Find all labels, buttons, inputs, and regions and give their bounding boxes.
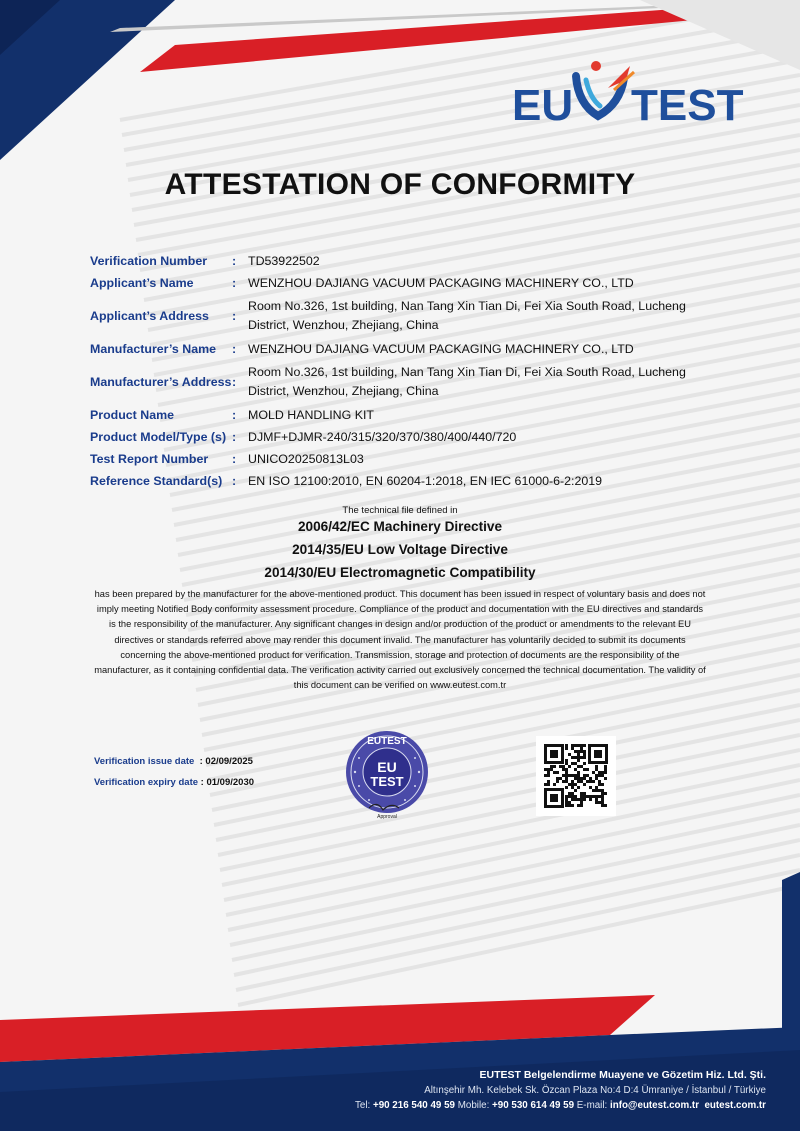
qr-module [595,774,598,777]
qr-module [559,765,562,768]
issue-date-label: Verification issue date [94,756,195,767]
qr-module [574,774,577,777]
field-label: Applicant’s Name [90,275,194,290]
qr-module [598,795,601,798]
qr-module [568,765,571,768]
qr-module [595,777,598,780]
certificate-details [90,250,710,492]
qr-module [580,756,583,759]
field-value: WENZHOU DAJIANG VACUUM PACKAGING MACHINERY CO., LTD [248,341,634,356]
qr-module [589,795,592,798]
qr-module [586,780,589,783]
qr-module [580,777,583,780]
qr-module [592,789,595,792]
qr-module [595,795,598,798]
qr-module [547,771,550,774]
qr-module [565,798,568,801]
qr-module [604,792,607,795]
qr-module [598,783,601,786]
qr-module [571,795,574,798]
qr-module [562,774,565,777]
field-label: Applicant’s Address [90,308,209,323]
qr-module [583,798,586,801]
qr-module [571,792,574,795]
qr-module [583,795,586,798]
qr-module [565,786,568,789]
field-colon: : [232,342,237,356]
qr-module [574,756,577,759]
logo-emblem-icon [568,58,638,128]
mobile-number: +90 530 614 49 59 [492,1100,575,1111]
footer-contact-line [355,1100,766,1115]
qr-module [565,780,568,783]
qr-module [565,759,568,762]
eutest-logo [512,58,752,128]
qr-module [595,789,598,792]
qr-module [583,768,586,771]
field-value: TD53922502 [248,253,320,268]
qr-module [577,780,580,783]
qr-module [592,780,595,783]
conformity-statement: has been prepared by the manufacturer for the above-mentioned product. This document has been issued in respect of voluntary basis and does not imply meeting Notified Body conformity assessment procedure. Compliance of the product and documentation with the EU directives and standards is the responsibility of the manufacturer. Any significant changes in design and/or production of the product or amendments to the relevant EU directives or standards referred above may render this document invalid. The manufacturer has voluntarily decided to submit its documents concerning the above-mentioned product for verification. Transmission, storage and protection of documents are the responsibility of the manufacturer, as it containing confidential data. The verification activity carried out exclusively concerned the technical documentation. The validity of this document can be verified on www.eutest.com.tr [94,589,706,691]
qr-module [574,744,577,747]
qr-module [565,774,568,777]
seal-eu-text: EU [377,759,397,775]
qr-module [601,795,604,798]
qr-module [598,801,601,804]
qr-module [583,783,586,786]
qr-module [568,804,571,807]
qr-module [556,771,559,774]
qr-module [577,765,580,768]
qr-module [577,774,580,777]
qr-module [544,774,547,777]
qr-module [595,765,598,768]
qr-module [583,777,586,780]
qr-module [592,795,595,798]
qr-module [571,756,574,759]
qr-module [580,792,583,795]
seal-top-text: EUTEST [367,736,407,747]
qr-module [583,756,586,759]
expiry-date-value: : 01/09/2030 [200,777,255,788]
manufacturer-name-row [90,338,710,360]
field-value: Room No.326, 1st building, Nan Tang Xin Tian Di, Fei Xia South Road, Lucheng District, Wenzhou, Zhejiang, China [248,299,686,332]
qr-module [580,750,583,753]
qr-module [580,798,583,801]
qr-module [580,804,583,807]
qr-module [550,765,553,768]
qr-module [562,765,565,768]
field-colon: : [232,276,237,290]
qr-module [586,795,589,798]
footer-contact [355,1069,766,1115]
qr-module [604,771,607,774]
logo-eu-text: EU [512,81,574,130]
qr-module [583,792,586,795]
qr-module [559,777,562,780]
qr-module [547,780,550,783]
applicant-address-row [90,294,710,338]
qr-module [568,753,571,756]
field-colon: : [232,408,237,422]
footer-company-name: EUTEST Belgelendirme Muayene ve Gözetim Hiz. Ltd. Şti. [479,1069,766,1081]
qr-module [574,789,577,792]
directive-emc: 2014/30/EU Electromagnetic Compatibility [264,565,536,580]
qr-module [604,777,607,780]
tel-number: +90 216 540 49 59 [372,1100,455,1111]
qr-module [580,795,583,798]
qr-module [544,768,547,771]
field-label: Test Report Number [90,451,209,466]
qr-module [568,795,571,798]
footer-address: Altınşehir Mh. Kelebek Sk. Özcan Plaza No:4 D:4 Ümraniye / İstanbul / Türkiye [424,1085,766,1096]
field-label: Manufacturer’s Name [90,341,217,356]
qr-module [565,795,568,798]
qr-module [577,798,580,801]
qr-module [562,780,565,783]
qr-module [565,768,568,771]
qr-module [571,747,574,750]
qr-module [577,744,580,747]
qr-module [553,765,556,768]
qr-module [589,777,592,780]
field-value: WENZHOU DAJIANG VACUUM PACKAGING MACHINERY CO., LTD [248,275,634,290]
qr-module [565,804,568,807]
qr-module [547,774,550,777]
qr-module [574,777,577,780]
qr-module [604,768,607,771]
qr-module [601,774,604,777]
qr-module [553,771,556,774]
qr-module [577,756,580,759]
field-label: Verification Number [90,253,208,268]
eutest-approval-seal [343,730,431,820]
expiry-date-label: Verification expiry date [94,777,199,788]
qr-module [565,762,568,765]
qr-module [598,771,601,774]
qr-module [580,744,583,747]
qr-module [574,750,577,753]
qr-module [568,774,571,777]
qr-module [577,804,580,807]
technical-file-intro: The technical file defined in [342,505,458,516]
qr-module [601,798,604,801]
qr-module [595,801,598,804]
qr-module [580,765,583,768]
tel-label: Tel: [354,1100,371,1111]
qr-module [580,801,583,804]
field-value: UNICO20250813L03 [248,451,364,466]
qr-module [592,771,595,774]
website-link[interactable]: eutest.com.tr [704,1100,766,1111]
test-report-number-row [90,448,710,470]
page-title: ATTESTATION OF CONFORMITY [164,168,636,201]
reference-standards-row [90,470,710,492]
qr-module [574,768,577,771]
qr-module [601,804,604,807]
qr-module [577,786,580,789]
qr-module [565,747,568,750]
qr-module [577,759,580,762]
qr-module [571,744,574,747]
logo-test-text: TEST [631,81,744,130]
qr-module [586,774,589,777]
email-label: E-mail: [576,1100,608,1111]
qr-module [598,780,601,783]
qr-module [583,744,586,747]
seal-test-text: TEST [370,774,404,789]
qr-module [571,774,574,777]
qr-module [586,768,589,771]
qr-module [577,777,580,780]
expiry-date-row [94,777,254,798]
manufacturer-address-row [90,360,710,404]
qr-module [589,786,592,789]
email-link[interactable]: info@eutest.com.tr [609,1100,700,1111]
qr-module [601,792,604,795]
qr-module [571,786,574,789]
field-value: DJMF+DJMR-240/315/320/370/380/400/440/720 [248,429,517,444]
qr-module [580,780,583,783]
issue-date-value: : 02/09/2025 [199,756,253,767]
qr-module [568,801,571,804]
field-value: EN ISO 12100:2010, EN 60204-1:2018, EN IEC 61000-6-2:2019 [248,473,603,488]
qr-module [604,804,607,807]
qr-module [577,771,580,774]
qr-module [583,753,586,756]
qr-module [583,762,586,765]
qr-module [568,792,571,795]
qr-module [571,762,574,765]
field-label: Product Model/Type (s) [90,429,227,444]
applicant-name-row [90,272,710,294]
product-name-row [90,404,710,426]
directive-machinery: 2006/42/EC Machinery Directive [297,519,503,534]
qr-module [583,774,586,777]
qr-module [589,780,592,783]
qr-module [595,768,598,771]
qr-module [550,768,553,771]
field-label: Manufacturer’s Address [90,374,232,389]
qr-module [562,768,565,771]
qr-module [574,798,577,801]
qr-module [571,798,574,801]
qr-module [556,777,559,780]
qr-module [574,762,577,765]
field-colon: : [232,452,237,466]
issue-date-row [94,756,254,777]
seal-approval-text: Approval [377,814,397,820]
qr-module [544,783,547,786]
mobile-label: Mobile: [457,1100,490,1111]
qr-module [565,801,568,804]
field-label: Reference Standard(s) [90,473,223,488]
field-colon: : [232,430,237,444]
field-value: Room No.326, 1st building, Nan Tang Xin Tian Di, Fei Xia South Road, Lucheng District, Wenzhou, Zhejiang, China [248,365,686,398]
qr-module [595,786,598,789]
qr-module [565,777,568,780]
verification-dates [94,756,254,798]
qr-module [574,783,577,786]
qr-module [577,753,580,756]
field-colon: : [232,375,237,389]
qr-module [601,771,604,774]
qr-module [583,750,586,753]
field-value: MOLD HANDLING KIT [248,407,374,422]
verification-number-row [90,250,710,272]
qr-module [589,798,592,801]
verification-qr-code[interactable] [536,736,616,816]
qr-module [565,744,568,747]
qr-module [571,783,574,786]
qr-module [553,783,556,786]
qr-module [547,768,550,771]
directive-low-voltage: 2014/35/EU Low Voltage Directive [292,542,508,557]
qr-module [595,798,598,801]
qr-module [580,747,583,750]
qr-module [598,774,601,777]
qr-module [568,783,571,786]
qr-module [571,804,574,807]
qr-module [565,771,568,774]
qr-module [556,780,559,783]
qr-module [577,750,580,753]
qr-module [604,765,607,768]
qr-module [574,795,577,798]
product-model-row [90,426,710,448]
qr-module [547,783,550,786]
qr-module [571,780,574,783]
field-colon: : [232,474,237,488]
qr-module [601,801,604,804]
field-colon: : [232,254,237,268]
qr-module [601,783,604,786]
field-label: Product Name [90,407,174,422]
field-colon: : [232,309,237,323]
qr-module [601,789,604,792]
qr-module [598,789,601,792]
